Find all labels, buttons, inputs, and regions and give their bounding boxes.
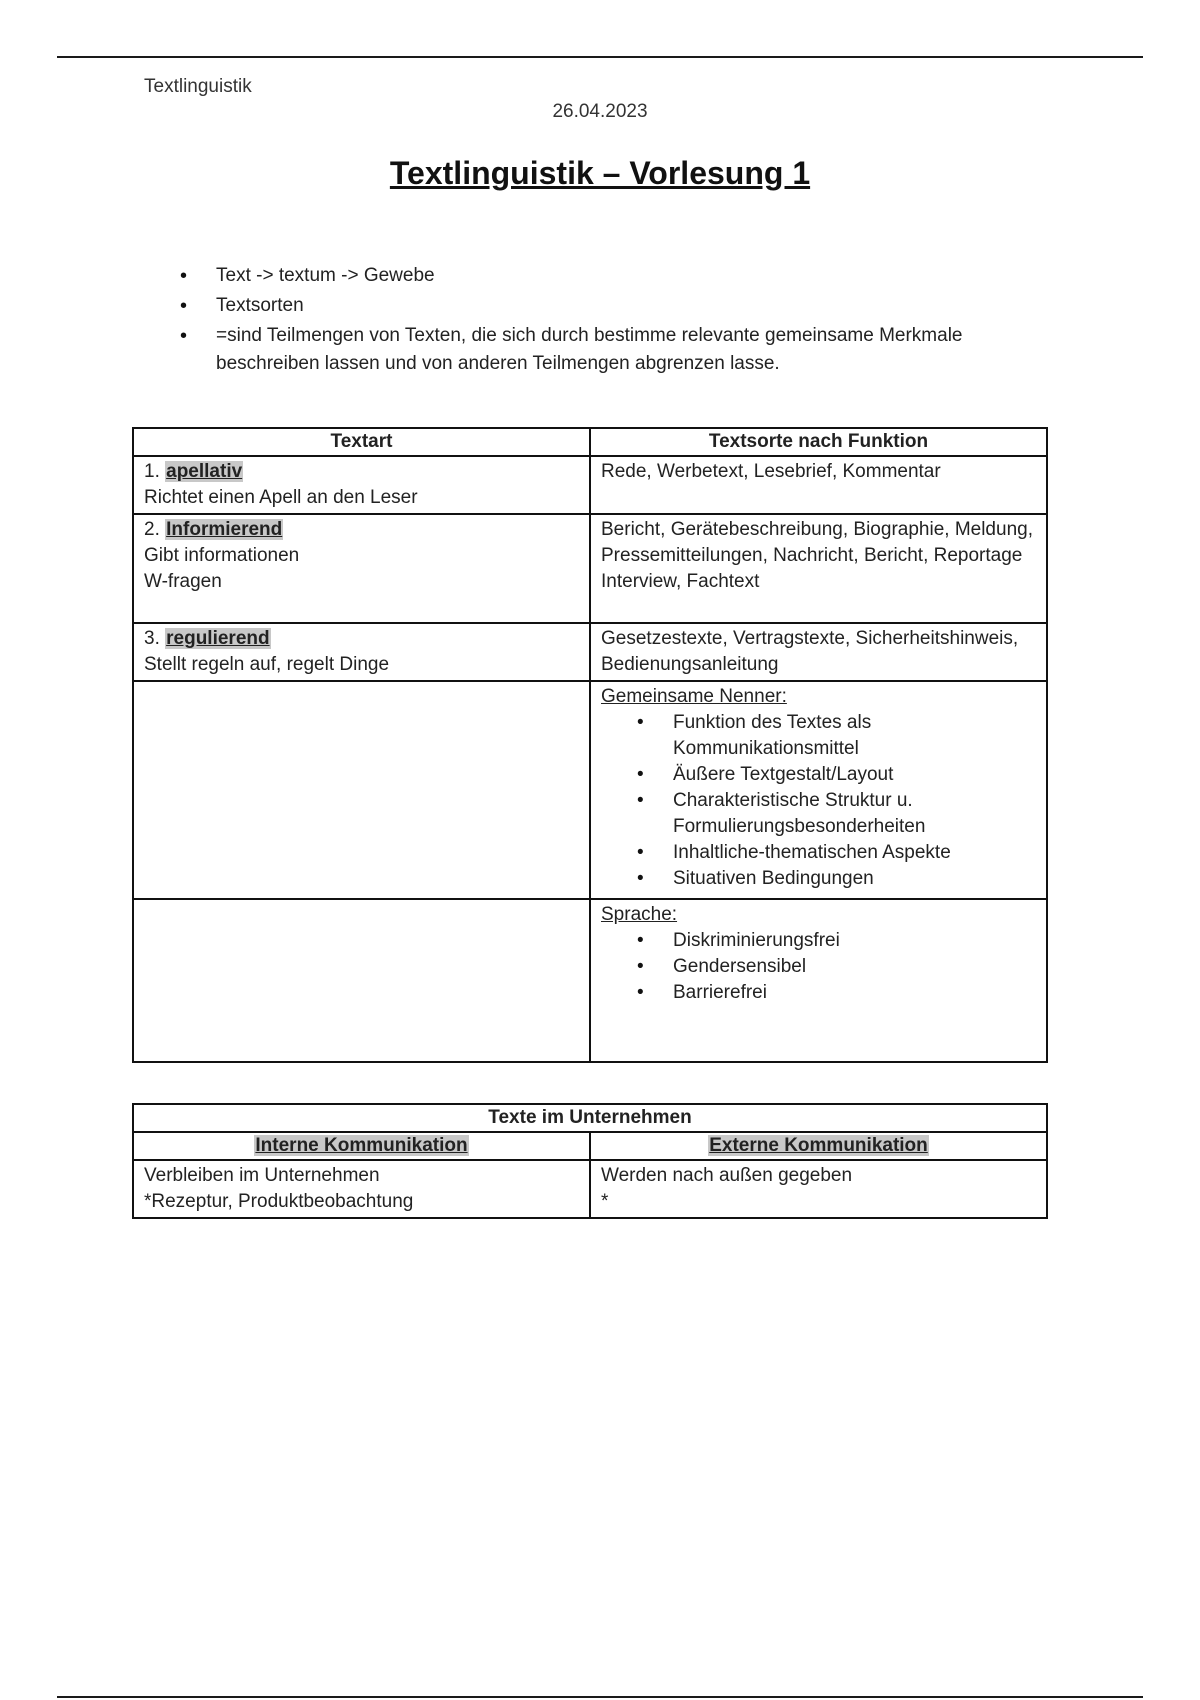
- table-cell: [133, 1160, 590, 1218]
- table-row: [133, 514, 1047, 623]
- highlighted-term: apellativ: [166, 461, 243, 482]
- cell-subheading: Sprache:: [601, 904, 678, 925]
- cell-text: Richtet einen Apell an den Leser: [144, 487, 418, 508]
- table-row: [133, 681, 1047, 899]
- table-row: [133, 899, 1047, 1062]
- table-row: [133, 1132, 1047, 1160]
- list-item: • Diskriminierungsfrei: [601, 928, 1036, 954]
- nenner-list: [601, 710, 1036, 892]
- row-number: 3.: [144, 628, 166, 649]
- table-header-row: [133, 1104, 1047, 1132]
- list-item: • Gendersensibel: [601, 954, 1036, 980]
- list-item: • Inhaltliche-thematischen Aspekte: [601, 840, 1036, 866]
- highlighted-term: Informierend: [166, 519, 283, 540]
- cell-subheading: Gemeinsame Nenner:: [601, 686, 787, 707]
- header-title: Textlinguistik: [144, 76, 252, 97]
- table-row: [133, 456, 1047, 514]
- cell-text: Werden nach außen gegeben: [601, 1165, 853, 1186]
- unternehmen-table: [132, 1103, 1048, 1219]
- list-item: • Textsorten: [180, 292, 1060, 320]
- page-title: Textlinguistik – Vorlesung 1: [389, 155, 811, 191]
- list-item: • Äußere Textgestalt/Layout: [601, 762, 1036, 788]
- table-cell: [133, 1132, 590, 1160]
- empty-cell: [133, 899, 590, 1062]
- list-item: • Text -> textum -> Gewebe: [180, 262, 1060, 290]
- table-cell: Bericht, Gerätebeschreibung, Biographie, Meldung, Pressemitteilungen, Nachricht, Bericht, Reportage Interview, Fachtext: [590, 514, 1047, 623]
- row-number: 2.: [144, 519, 166, 540]
- list-item: • Barrierefrei: [601, 980, 1036, 1006]
- table-cell: [590, 899, 1047, 1062]
- table-row: [133, 1160, 1047, 1218]
- table-row: [133, 623, 1047, 681]
- textsorten-table: [132, 427, 1048, 1063]
- table-cell: [590, 1132, 1047, 1160]
- row-number: 1.: [144, 461, 166, 482]
- bottom-rule: [57, 1696, 1143, 1698]
- table-cell: Rede, Werbetext, Lesebrief, Kommentar: [590, 456, 1047, 514]
- table-cell: [133, 623, 590, 681]
- list-item: • =sind Teilmengen von Texten, die sich durch bestimme relevante gemeinsame Merkmale beschreiben lassen und von anderen Teilmengen abgrenzen lasse.: [180, 322, 1060, 378]
- cell-text: *: [601, 1191, 609, 1212]
- list-item: • Situativen Bedingungen: [601, 866, 1036, 892]
- empty-cell: [133, 681, 590, 899]
- table-title: Texte im Unternehmen: [133, 1104, 1047, 1132]
- top-rule: [57, 56, 1143, 58]
- cell-text: *Rezeptur, Produktbeobachtung: [144, 1191, 414, 1212]
- cell-text: Gibt informationen: [144, 545, 300, 566]
- column-header-textart: Textart: [133, 428, 590, 456]
- document-date: 26.04.2023: [552, 101, 648, 122]
- cell-text: Stellt regeln auf, regelt Dinge: [144, 654, 390, 675]
- column-header-textsorte: Textsorte nach Funktion: [590, 428, 1047, 456]
- intro-bullet-list: [180, 262, 1060, 380]
- list-item: • Charakteristische Struktur u. Formulierungsbesonderheiten: [601, 788, 1036, 840]
- table-cell: Gesetzestexte, Vertragstexte, Sicherheitshinweis, Bedienungsanleitung: [590, 623, 1047, 681]
- table-header-row: [133, 428, 1047, 456]
- table-cell: [133, 514, 590, 623]
- table-cell: [590, 1160, 1047, 1218]
- list-item: • Funktion des Textes als Kommunikationsmittel: [601, 710, 1036, 762]
- highlighted-term: regulierend: [166, 628, 270, 649]
- cell-text: Verbleiben im Unternehmen: [144, 1165, 380, 1186]
- interne-heading: Interne Kommunikation: [255, 1135, 468, 1156]
- cell-text: W-fragen: [144, 571, 222, 592]
- table-cell: [590, 681, 1047, 899]
- table-cell: [133, 456, 590, 514]
- sprache-list: [601, 928, 1036, 1006]
- externe-heading: Externe Kommunikation: [709, 1135, 928, 1156]
